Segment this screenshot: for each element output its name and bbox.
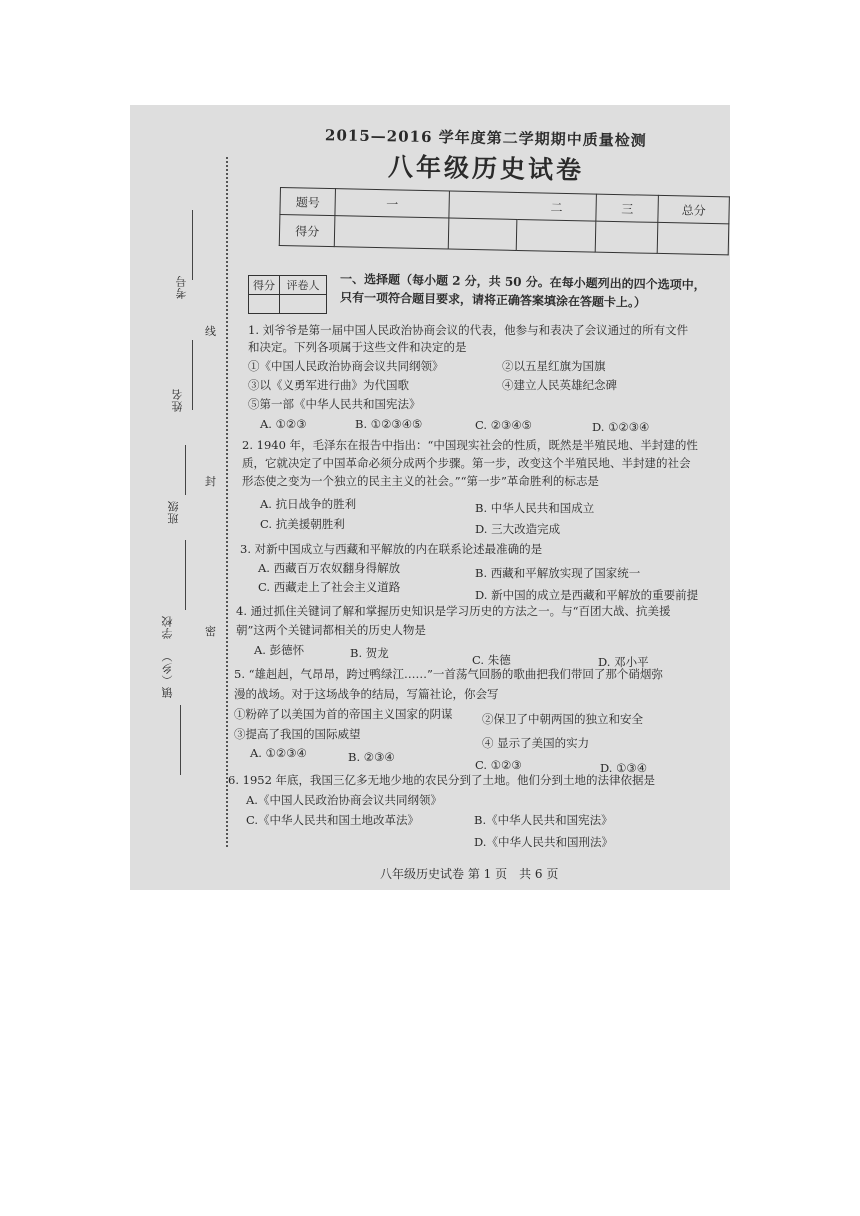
- score-cell: [595, 221, 658, 253]
- grader-cell: [280, 295, 327, 314]
- q5-item: ④ 显示了美国的实力: [482, 736, 590, 750]
- grader-box: [248, 275, 327, 314]
- q5-option-c: C. ①②③: [475, 758, 522, 772]
- q4-option-a: A. 彭德怀: [254, 643, 305, 657]
- q6-option-c: C.《中华人民共和国土地改革法》: [246, 813, 420, 827]
- fill-line: [192, 210, 193, 280]
- q5-item: ②保卫了中朝两国的独立和安全: [482, 712, 643, 726]
- q3-option-b: B. 西藏和平解放实现了国家统一: [475, 566, 641, 580]
- exam-sheet: [130, 105, 730, 890]
- q5-option-a: A. ①②③④: [250, 746, 307, 760]
- score-row-header: 题号: [280, 188, 336, 216]
- q1-option-b: B. ①②③④⑤: [355, 417, 423, 431]
- score-row-header: 得分: [279, 215, 335, 247]
- q2-stem-line: 形态使之变为一个独立的民主主义的社会。”“第一步”革命胜利的标志是: [242, 474, 599, 488]
- q5-option-b: B. ②③④: [348, 750, 395, 764]
- score-cell: [335, 216, 449, 249]
- q2-stem-line: 质，它就决定了中国革命必须分成两个步骤。第一步，改变这个半殖民地、半封建的社会: [242, 456, 691, 470]
- q1-stem-line: 和决定。下列各项属于这些文件和决定的是: [248, 340, 467, 354]
- q1-stem-line: 1. 刘爷爷是第一届中国人民政治协商会议的代表，他参与和表决了会议通过的所有文件: [248, 323, 689, 337]
- label-town: 镇（乡）: [161, 650, 174, 698]
- label-school: 学校: [161, 615, 174, 639]
- q4-option-b: B. 贺龙: [350, 646, 389, 660]
- q6-option-d: D.《中华人民共和国刑法》: [474, 835, 613, 849]
- section1-instructions: 只有一项符合题目要求，请将正确答案填涂在答题卡上。）: [339, 290, 647, 310]
- q3-option-d: D. 新中国的成立是西藏和平解放的重要前提: [475, 588, 699, 602]
- label-name: 姓名: [171, 388, 184, 412]
- q5-stem-line: 漫的战场。对于这场战争的结局，写篇社论，你会写: [234, 687, 499, 701]
- score-cell: [448, 218, 517, 250]
- q2-option-b: B. 中华人民共和国成立: [475, 501, 595, 515]
- q6-option-b: B.《中华人民共和国宪法》: [474, 813, 613, 827]
- q1-item: ②以五星红旗为国旗: [502, 359, 606, 373]
- exam-title: 八年级历史试卷: [387, 152, 585, 185]
- q1-option-a: A. ①②③: [260, 417, 307, 431]
- q2-option-d: D. 三大改造完成: [475, 522, 561, 536]
- fill-line: [185, 445, 186, 495]
- grader-score-label: 得分: [249, 276, 280, 295]
- score-col: 二: [517, 192, 596, 221]
- seal-char-line: 线: [205, 325, 216, 338]
- q6-stem-line: 6. 1952 年底，我国三亿多无地少地的农民分到了土地。他们分到土地的法律依据是: [228, 773, 656, 787]
- q3-stem-line: 3. 对新中国成立与西藏和平解放的内在联系论述最准确的是: [240, 542, 543, 556]
- label-class: 班级: [167, 500, 180, 524]
- q1-item: ④建立人民英雄纪念碑: [502, 378, 617, 392]
- q3-option-a: A. 西藏百万农奴翻身得解放: [258, 561, 401, 575]
- q5-item: ①粉碎了以美国为首的帝国主义国家的阴谋: [234, 707, 453, 721]
- q4-option-d: D. 邓小平: [598, 655, 649, 669]
- q4-stem-line: 4. 通过抓住关键词了解和掌握历史知识是学习历史的方法之一。与“百团大战、抗美援: [236, 604, 671, 618]
- score-col: 一: [335, 189, 449, 218]
- q3-option-c: C. 西藏走上了社会主义道路: [258, 580, 401, 594]
- q5-stem-line: 5. “雄赳赳，气昂昂，跨过鸭绿江……”一首荡气回肠的歌曲把我们带回了那个硝烟弥: [234, 667, 663, 681]
- fill-line: [192, 340, 193, 410]
- grader-label: 评卷人: [280, 276, 327, 295]
- score-cell: [657, 222, 728, 254]
- page-footer: 八年级历史试卷 第 1 页 共 6 页: [380, 867, 559, 881]
- score-col: 三: [596, 194, 659, 222]
- binding-dotted-line: [226, 157, 228, 847]
- seal-char-seal: 封: [205, 475, 216, 488]
- q1-item: ③以《义勇军进行曲》为代国歌: [248, 378, 409, 392]
- q4-option-c: C. 朱德: [472, 653, 511, 667]
- q4-stem-line: 朝”这两个关键词都相关的历史人物是: [236, 623, 426, 637]
- q5-option-d: D. ①③④: [600, 761, 648, 775]
- exam-subtitle: 2015—2016 学年度第二学期期中质量检测: [324, 126, 647, 150]
- fill-line: [180, 705, 181, 775]
- seal-char-secret: 密: [205, 625, 216, 638]
- score-col-cell: [449, 191, 518, 219]
- q1-item: ⑤第一部《中华人民共和国宪法》: [248, 397, 421, 411]
- score-table: [279, 187, 730, 255]
- q2-option-c: C. 抗美援朝胜利: [260, 517, 345, 531]
- exam-paper-photo: [130, 105, 730, 890]
- score-col-total: 总分: [658, 195, 729, 223]
- q5-item: ③提高了我国的国际威望: [234, 727, 361, 741]
- fill-line: [185, 540, 186, 610]
- q1-option-d: D. ①②③④: [592, 420, 650, 434]
- q1-option-c: C. ②③④⑤: [475, 418, 532, 432]
- q6-option-a: A.《中国人民政治协商会议共同纲领》: [246, 793, 442, 807]
- score-cell: [517, 219, 596, 252]
- grader-cell: [249, 295, 280, 314]
- label-exam-number: 考号: [175, 275, 188, 299]
- q1-item: ①《中国人民政治协商会议共同纲领》: [248, 359, 444, 373]
- q2-option-a: A. 抗日战争的胜利: [260, 497, 357, 511]
- section1-heading: 一、选择题（每小题 2 分，共 50 分。在每小题列出的四个选项中，: [339, 271, 706, 293]
- q2-stem-line: 2. 1940 年，毛泽东在报告中指出：“中国现实社会的性质，既然是半殖民地、半封建的性: [242, 438, 698, 452]
